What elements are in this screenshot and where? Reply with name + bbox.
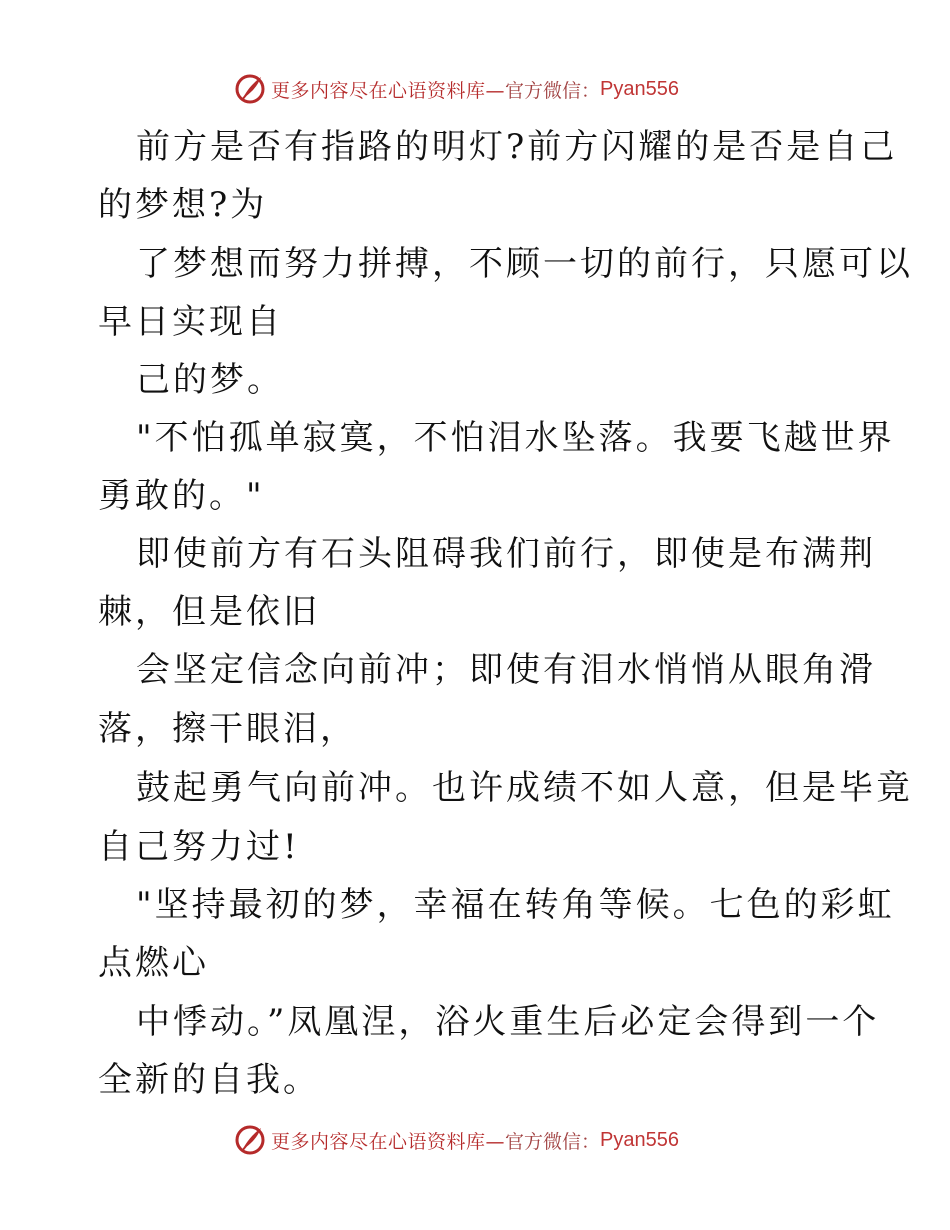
footer-wechat-label: 官方微信： <box>505 1130 601 1153</box>
text-line: 即使前方有石头阻碍我们前行，即使是布满荆 <box>136 534 876 574</box>
footer-wechat-id: Pyan556 <box>600 1128 679 1151</box>
header-wechat-label: 官方微信： <box>505 79 601 102</box>
text-line: 会坚定信念向前冲；即使有泪水悄悄从眼角滑 <box>136 650 876 690</box>
quill-pen-logo-icon <box>234 73 266 105</box>
text-line: 落，擦干眼泪， <box>98 709 357 749</box>
header-wechat-id: Pyan556 <box>600 77 679 100</box>
footer-banner <box>234 1123 679 1157</box>
text-line: 早日实现自 <box>98 302 283 342</box>
text-line: 点燃心 <box>98 943 209 983</box>
text-line: 的梦想?为 <box>98 185 268 225</box>
text-line: 勇敢的。" <box>98 476 265 516</box>
text-line: 前方是否有指路的明灯?前方闪耀的是否是自己 <box>136 127 898 167</box>
text-line: "不怕孤单寂寞，不怕泪水坠落。我要飞越世界 <box>136 418 895 458</box>
header-banner <box>234 72 679 106</box>
quill-pen-logo-icon <box>234 1124 266 1156</box>
text-line: 了梦想而努力拼搏，不顾一切的前行，只愿可以 <box>136 244 913 284</box>
text-line: 棘，但是依旧 <box>98 592 320 632</box>
text-line: 自己努力过! <box>98 827 300 867</box>
text-line: 全新的自我。 <box>98 1060 320 1100</box>
footer-banner-text: 更多内容尽在心语资料库— <box>271 1130 506 1153</box>
text-line: 己的梦。 <box>136 360 284 400</box>
text-line: 中悸动。”凤凰涅，浴火重生后必定会得到一个 <box>136 1002 880 1042</box>
text-line: 鼓起勇气向前冲。也许成绩不如人意，但是毕竟 <box>136 768 913 808</box>
text-line: "坚持最初的梦，幸福在转角等候。七色的彩虹 <box>136 885 895 925</box>
header-banner-text: 更多内容尽在心语资料库— <box>271 79 506 102</box>
